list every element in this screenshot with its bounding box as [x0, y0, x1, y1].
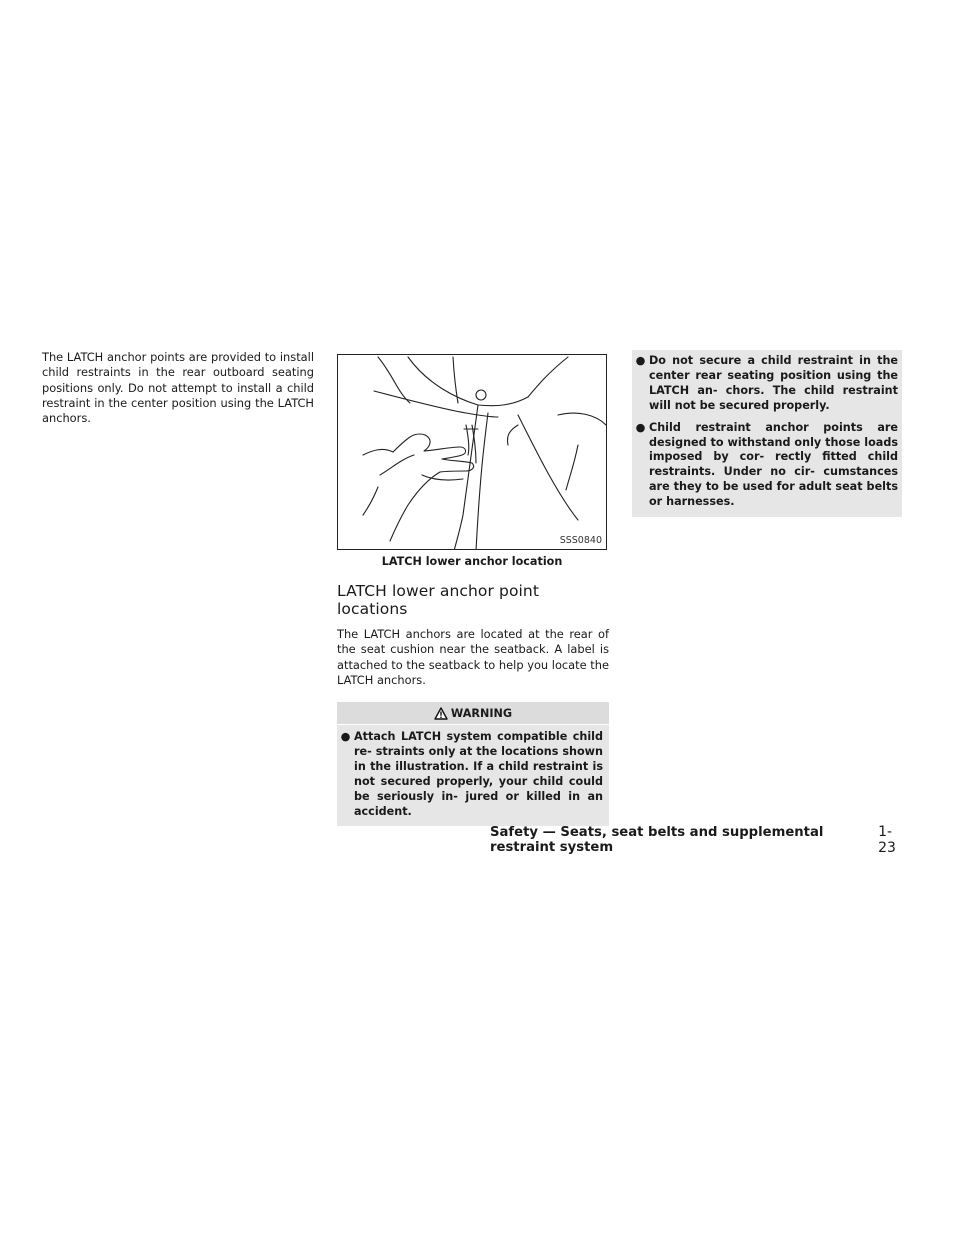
latch-illustration — [337, 354, 607, 550]
warning-box — [337, 702, 609, 825]
warning-continued-box — [632, 350, 902, 517]
figure-caption: LATCH lower anchor location — [381, 555, 563, 568]
warning-item: ● Do not secure a child restraint in the center rear seating position using the LATCH an- chors. The child restraint will not be secured properly. — [632, 354, 898, 414]
left-column — [42, 350, 314, 426]
right-column — [632, 350, 902, 517]
section-heading: LATCH lower anchor point locations — [337, 582, 540, 618]
warning-body — [337, 725, 609, 825]
bullet-icon: ● — [635, 354, 646, 367]
intro-paragraph: The LATCH anchor points are provided to install child restraints in the rear outboard seating positions only. Do not attempt to install a child restraint in the center position using the LATCH anchors. — [42, 350, 314, 426]
warning-header — [337, 702, 609, 724]
figure-code: SSS0840 — [559, 535, 602, 546]
warning-item: ● Child restraint anchor points are designed to withstand only those loads imposed by cor- rectly fitted child restraints. Under no cir- cumstances are they to be used for adult seat belts or harnesses. — [632, 421, 898, 510]
middle-column — [337, 350, 609, 826]
bullet-icon: ● — [340, 730, 351, 744]
hand-seat-anchor-illustration — [338, 355, 607, 550]
warning-title: WARNING — [450, 706, 513, 720]
page-number: 1-23 — [878, 824, 896, 856]
warning-item: ● Attach LATCH system compatible child re- straints only at the locations shown in the illustration. If a child restraint is not secured properly, your child could be seriously in- jured or killed in an accident. — [337, 730, 603, 819]
bullet-icon: ● — [635, 420, 646, 434]
page-footer — [490, 824, 904, 856]
section-paragraph: The LATCH anchors are located at the rear of the seat cushion near the seatback. A label is attached to the seatback to help you locate the LATCH anchors. — [337, 627, 609, 687]
footer-title: Safety — Seats, seat belts and supplemental restraint system — [490, 825, 824, 855]
warning-triangle-icon — [434, 707, 448, 720]
